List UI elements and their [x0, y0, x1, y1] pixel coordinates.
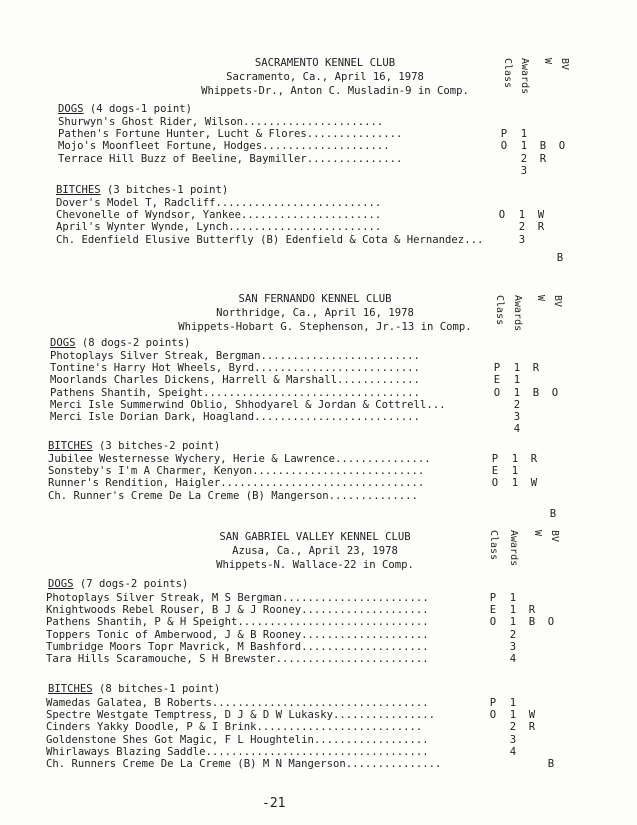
- entry-text: Ch. Runner's Creme De La Creme (B) Mangerson: [48, 489, 329, 502]
- bv-cell: B: [549, 507, 557, 520]
- place-date: Northridge, Ca., April 16, 1978: [216, 307, 414, 319]
- class-cell: O: [489, 616, 497, 629]
- leader-dots: ....................: [301, 640, 429, 653]
- entry-text: Whirlaways Blazing Saddle: [46, 745, 206, 758]
- place-date: Azusa, Ca., April 23, 1978: [232, 545, 398, 557]
- leader-dots: ...: [426, 398, 446, 411]
- award-cell: 2: [513, 398, 521, 411]
- award-cell: 1: [511, 477, 519, 490]
- leader-dots: ......................: [240, 209, 382, 222]
- entry-text: Ch. Runners Creme De La Creme (B) M N Mangerson: [46, 758, 346, 770]
- col-bv: BV: [549, 530, 560, 543]
- leader-dots: ...............: [345, 758, 442, 770]
- group-detail: (4 dogs-1 point): [89, 103, 192, 115]
- leader-dots: ..................................: [211, 697, 429, 709]
- entry-text: Ch. Edenfield Elusive Butterfly (B) Edenfield & Cota & Hernandez: [56, 233, 465, 246]
- entry-text: Spectre Westgate Temptress, D J & D W Lukasky: [46, 709, 334, 722]
- group-title: DOGS: [48, 578, 74, 590]
- award-cell: 1: [511, 453, 519, 465]
- leader-dots: ................: [333, 709, 436, 722]
- award-cell: 1: [520, 140, 528, 153]
- leader-dots: .........................: [260, 350, 420, 362]
- leader-dots: ..................: [313, 733, 429, 746]
- list-item: [0, 252, 637, 264]
- entry-name: [56, 197, 381, 209]
- list-item: [0, 490, 637, 502]
- judge-line: Whippets-Hobart G. Stephenson, Jr.-13 in Comp.: [178, 321, 472, 333]
- entry-name: [50, 362, 420, 374]
- award-cell: 2: [520, 152, 528, 165]
- award-cell: 1: [518, 209, 526, 222]
- entry-name: [46, 746, 429, 758]
- group-detail: (8 bitches-1 point): [99, 683, 221, 695]
- award-cell: 1: [511, 465, 519, 478]
- class-cell: E: [493, 374, 501, 387]
- award-cell: 2: [518, 221, 526, 234]
- entry-text: Toppers Tonic of Amberwood, J & B Rooney: [46, 628, 302, 641]
- list-item: [0, 734, 637, 746]
- leader-dots: ....................: [262, 140, 390, 153]
- leader-dots: ........................: [228, 221, 382, 234]
- entry-name: [50, 387, 420, 399]
- list-item: [0, 116, 637, 128]
- group-detail: (8 dogs-2 points): [81, 337, 191, 349]
- class-cell: P: [493, 362, 501, 375]
- class-cell: P: [489, 592, 497, 604]
- entry-text: Merci Isle Summerwind Oblio, Shhodyarel & Jordan & Cottrell: [50, 398, 427, 411]
- entry-text: Runner's Rendition, Haigler: [48, 477, 221, 490]
- col-class: Class: [494, 295, 505, 326]
- list-item: [0, 616, 637, 628]
- list-item: [0, 234, 637, 246]
- winners-cell: R: [530, 453, 538, 465]
- entry-text: Pathen's Fortune Hunter, Lucht & Flores: [58, 128, 307, 141]
- list-item: [0, 209, 637, 221]
- list-item: [0, 153, 637, 165]
- entry-text: Photoplays Silver Streak, Bergman: [50, 350, 261, 362]
- leader-dots: ..........................: [254, 411, 420, 423]
- leader-dots: .............: [337, 374, 420, 387]
- winners-cell: R: [539, 152, 547, 165]
- group-detail: (3 bitches-1 point): [107, 184, 229, 196]
- list-item: [0, 477, 637, 489]
- list-item: [0, 411, 637, 423]
- group-title: BITCHES: [48, 440, 93, 452]
- entry-text: Knightwoods Rebel Rouser, B J & J Rooney: [46, 604, 302, 617]
- group-detail: (3 bitches-2 point): [99, 440, 221, 452]
- entry-name: [46, 709, 435, 721]
- place-date: Sacramento, Ca., April 16, 1978: [226, 71, 424, 83]
- entry-name: [46, 721, 422, 733]
- award-cell: 1: [509, 616, 517, 629]
- bv-cell: O: [551, 386, 559, 399]
- winners-cell: R: [528, 604, 536, 617]
- list-item: [0, 746, 637, 758]
- entry-text: Tumbridge Moors Topr Mavrick, M Bashford: [46, 640, 302, 653]
- list-item: [0, 709, 637, 721]
- winners-cell: B: [532, 386, 540, 399]
- entry-name: [58, 140, 390, 152]
- award-cell: 1: [509, 604, 517, 617]
- entry-name: [46, 758, 441, 770]
- list-item: [0, 374, 637, 386]
- entry-text: Jubilee Westernesse Wychery, Herie & Lawrence: [48, 453, 336, 465]
- leader-dots: ....................: [301, 628, 429, 641]
- group-title: BITCHES: [48, 683, 93, 695]
- bv-cell: B: [556, 251, 564, 264]
- entry-name: [48, 465, 424, 477]
- leader-dots: ...: [464, 233, 484, 246]
- class-cell: E: [491, 465, 499, 478]
- award-cell: 1: [509, 697, 517, 709]
- col-awards: Awards: [519, 58, 530, 95]
- award-cell: 4: [509, 653, 517, 665]
- leader-dots: ..........................: [254, 362, 420, 375]
- entry-text: April's Wynter Wynde, Lynch: [56, 221, 229, 234]
- award-cell: 3: [518, 233, 526, 246]
- award-cell: 1: [513, 362, 521, 375]
- award-cell: 3: [509, 733, 517, 746]
- col-bv: BV: [552, 295, 563, 308]
- bv-cell: B: [547, 758, 555, 770]
- leader-dots: ...............: [335, 453, 431, 465]
- list-item: [0, 465, 637, 477]
- list-item: [0, 221, 637, 233]
- list-item: [0, 758, 637, 770]
- entry-name: [46, 629, 429, 641]
- entry-text: Pathens Shantih, Speight: [50, 386, 204, 399]
- bv-cell: O: [547, 616, 555, 629]
- class-cell: O: [498, 209, 506, 222]
- entry-name: [46, 616, 429, 628]
- col-w: W: [542, 58, 553, 65]
- entry-text: Terrace Hill Buzz of Beeline, Baymiller: [58, 152, 307, 165]
- col-bv: BV: [559, 58, 570, 71]
- list-item: [0, 697, 637, 709]
- leader-dots: ..........................: [215, 197, 382, 209]
- leader-dots: ...................................: [205, 745, 429, 758]
- list-item: [0, 604, 637, 616]
- entry-name: [50, 411, 420, 423]
- leader-dots: ................................: [220, 477, 425, 490]
- list-item: [0, 362, 637, 374]
- leader-dots: ...............: [306, 152, 403, 165]
- entry-text: Goldenstone Shes Got Magic, F L Houghtelin: [46, 733, 314, 746]
- list-item: [0, 641, 637, 653]
- leader-dots: .......................: [282, 592, 429, 604]
- group-dogs-heading: [58, 103, 192, 115]
- list-item: [0, 653, 637, 665]
- entry-name: [56, 234, 483, 246]
- list-item: [0, 165, 637, 177]
- judge-line: Whippets-N. Wallace-22 in Comp.: [216, 559, 414, 571]
- award-cell: 4: [513, 423, 521, 436]
- winners-cell: B: [539, 140, 547, 153]
- winners-cell: W: [537, 209, 545, 222]
- leader-dots: ...............: [306, 128, 403, 141]
- class-cell: E: [489, 604, 497, 617]
- club-name: SAN FERNANDO KENNEL CLUB: [238, 293, 392, 305]
- list-item: [0, 721, 637, 733]
- award-cell: 1: [520, 128, 528, 141]
- group-title: DOGS: [58, 103, 84, 115]
- class-cell: O: [493, 386, 501, 399]
- class-cell: O: [489, 709, 497, 722]
- page-number: -21: [262, 796, 286, 811]
- award-cell: 1: [513, 386, 521, 399]
- group-title: DOGS: [50, 337, 76, 349]
- entry-name: [48, 490, 418, 502]
- entry-name: [58, 116, 383, 128]
- entry-text: Chevonelle of Wyndsor, Yankee: [56, 209, 241, 222]
- list-item: [0, 453, 637, 465]
- entry-name: [46, 734, 429, 746]
- list-item: [0, 128, 637, 140]
- entry-name: [58, 128, 402, 140]
- entry-name: [46, 697, 429, 709]
- group-bitches-heading: [56, 184, 228, 196]
- entry-name: [50, 350, 420, 362]
- leader-dots: ..........................: [256, 721, 423, 734]
- award-cell: 1: [513, 374, 521, 387]
- col-class: Class: [502, 58, 513, 89]
- entry-text: Pathens Shantih, P & H Speight: [46, 616, 238, 629]
- col-awards: Awards: [512, 295, 523, 332]
- group-title: BITCHES: [56, 184, 101, 196]
- award-cell: 3: [520, 164, 528, 177]
- leader-dots: ..............................: [237, 616, 429, 629]
- list-item: [0, 197, 637, 209]
- list-item: [0, 508, 637, 520]
- entry-name: [50, 374, 420, 386]
- list-item: [0, 592, 637, 604]
- award-cell: 1: [509, 592, 517, 604]
- entry-name: [46, 653, 429, 665]
- entry-name: [48, 477, 424, 489]
- leader-dots: ........................: [275, 653, 429, 665]
- entry-name: [58, 153, 402, 165]
- entry-name: [50, 399, 445, 411]
- list-item: [0, 399, 637, 411]
- class-cell: P: [500, 128, 508, 141]
- leader-dots: ....................: [301, 604, 429, 617]
- entry-text: Tara Hills Scaramouche, S H Brewster: [46, 653, 276, 665]
- group-bitches-heading: [48, 440, 220, 452]
- entry-text: Photoplays Silver Streak, M S Bergman: [46, 592, 282, 604]
- entry-name: [56, 221, 381, 233]
- club-name: SAN GABRIEL VALLEY KENNEL CLUB: [219, 531, 411, 543]
- group-bitches-heading: [48, 683, 220, 695]
- winners-cell: B: [528, 616, 536, 629]
- col-awards: Awards: [508, 530, 519, 567]
- award-cell: 2: [509, 628, 517, 641]
- entry-text: Dover's Model T, Radcliff: [56, 197, 216, 209]
- leader-dots: ..............: [328, 489, 418, 502]
- winners-cell: W: [528, 709, 536, 722]
- entry-name: [48, 453, 431, 465]
- entry-text: Tontine's Harry Hot Wheels, Byrd: [50, 362, 255, 375]
- list-item: [0, 629, 637, 641]
- group-dogs-heading: [50, 337, 190, 349]
- entry-text: Cinders Yakky Doodle, P & I Brink: [46, 721, 257, 734]
- class-cell: P: [491, 453, 499, 465]
- list-item: [0, 350, 637, 362]
- group-dogs-heading: [48, 578, 188, 590]
- entry-text: Merci Isle Dorian Dark, Hoagland: [50, 411, 255, 423]
- class-cell: O: [500, 140, 508, 153]
- list-item: [0, 387, 637, 399]
- list-item: [0, 140, 637, 152]
- group-detail: (7 dogs-2 points): [79, 578, 189, 590]
- entry-name: [46, 641, 429, 653]
- col-class: Class: [488, 530, 499, 561]
- bv-cell: O: [558, 140, 566, 153]
- entry-text: Mojo's Moonfleet Fortune, Hodges: [58, 140, 263, 153]
- winners-cell: R: [532, 362, 540, 375]
- entry-name: [46, 592, 429, 604]
- club-name: SACRAMENTO KENNEL CLUB: [254, 57, 396, 69]
- entry-name: [46, 604, 429, 616]
- winners-cell: R: [537, 221, 545, 234]
- entry-text: Moorlands Charles Dickens, Harrell & Marshall: [50, 374, 338, 387]
- award-cell: 1: [509, 709, 517, 722]
- col-w: W: [535, 295, 546, 302]
- leader-dots: ..................................: [203, 386, 420, 399]
- award-cell: 4: [509, 745, 517, 758]
- entry-text: Sonsteby's I'm A Charmer, Kenyon: [48, 465, 253, 478]
- award-cell: 2: [509, 721, 517, 734]
- judge-line: Whippets-Dr., Anton C. Musladin-9 in Comp.: [201, 85, 469, 97]
- leader-dots: ...........................: [252, 465, 425, 478]
- list-item: [0, 423, 637, 435]
- award-cell: 3: [509, 640, 517, 653]
- class-cell: O: [491, 477, 499, 490]
- entry-text: Wamedas Galatea, B Roberts: [46, 697, 212, 709]
- leader-dots: ......................: [242, 116, 384, 128]
- entry-text: Shurwyn's Ghost Rider, Wilson: [58, 116, 243, 128]
- winners-cell: R: [528, 721, 536, 734]
- entry-name: [56, 209, 381, 221]
- col-w: W: [532, 530, 543, 537]
- class-cell: P: [489, 697, 497, 709]
- winners-cell: W: [530, 477, 538, 490]
- award-cell: 3: [513, 411, 521, 423]
